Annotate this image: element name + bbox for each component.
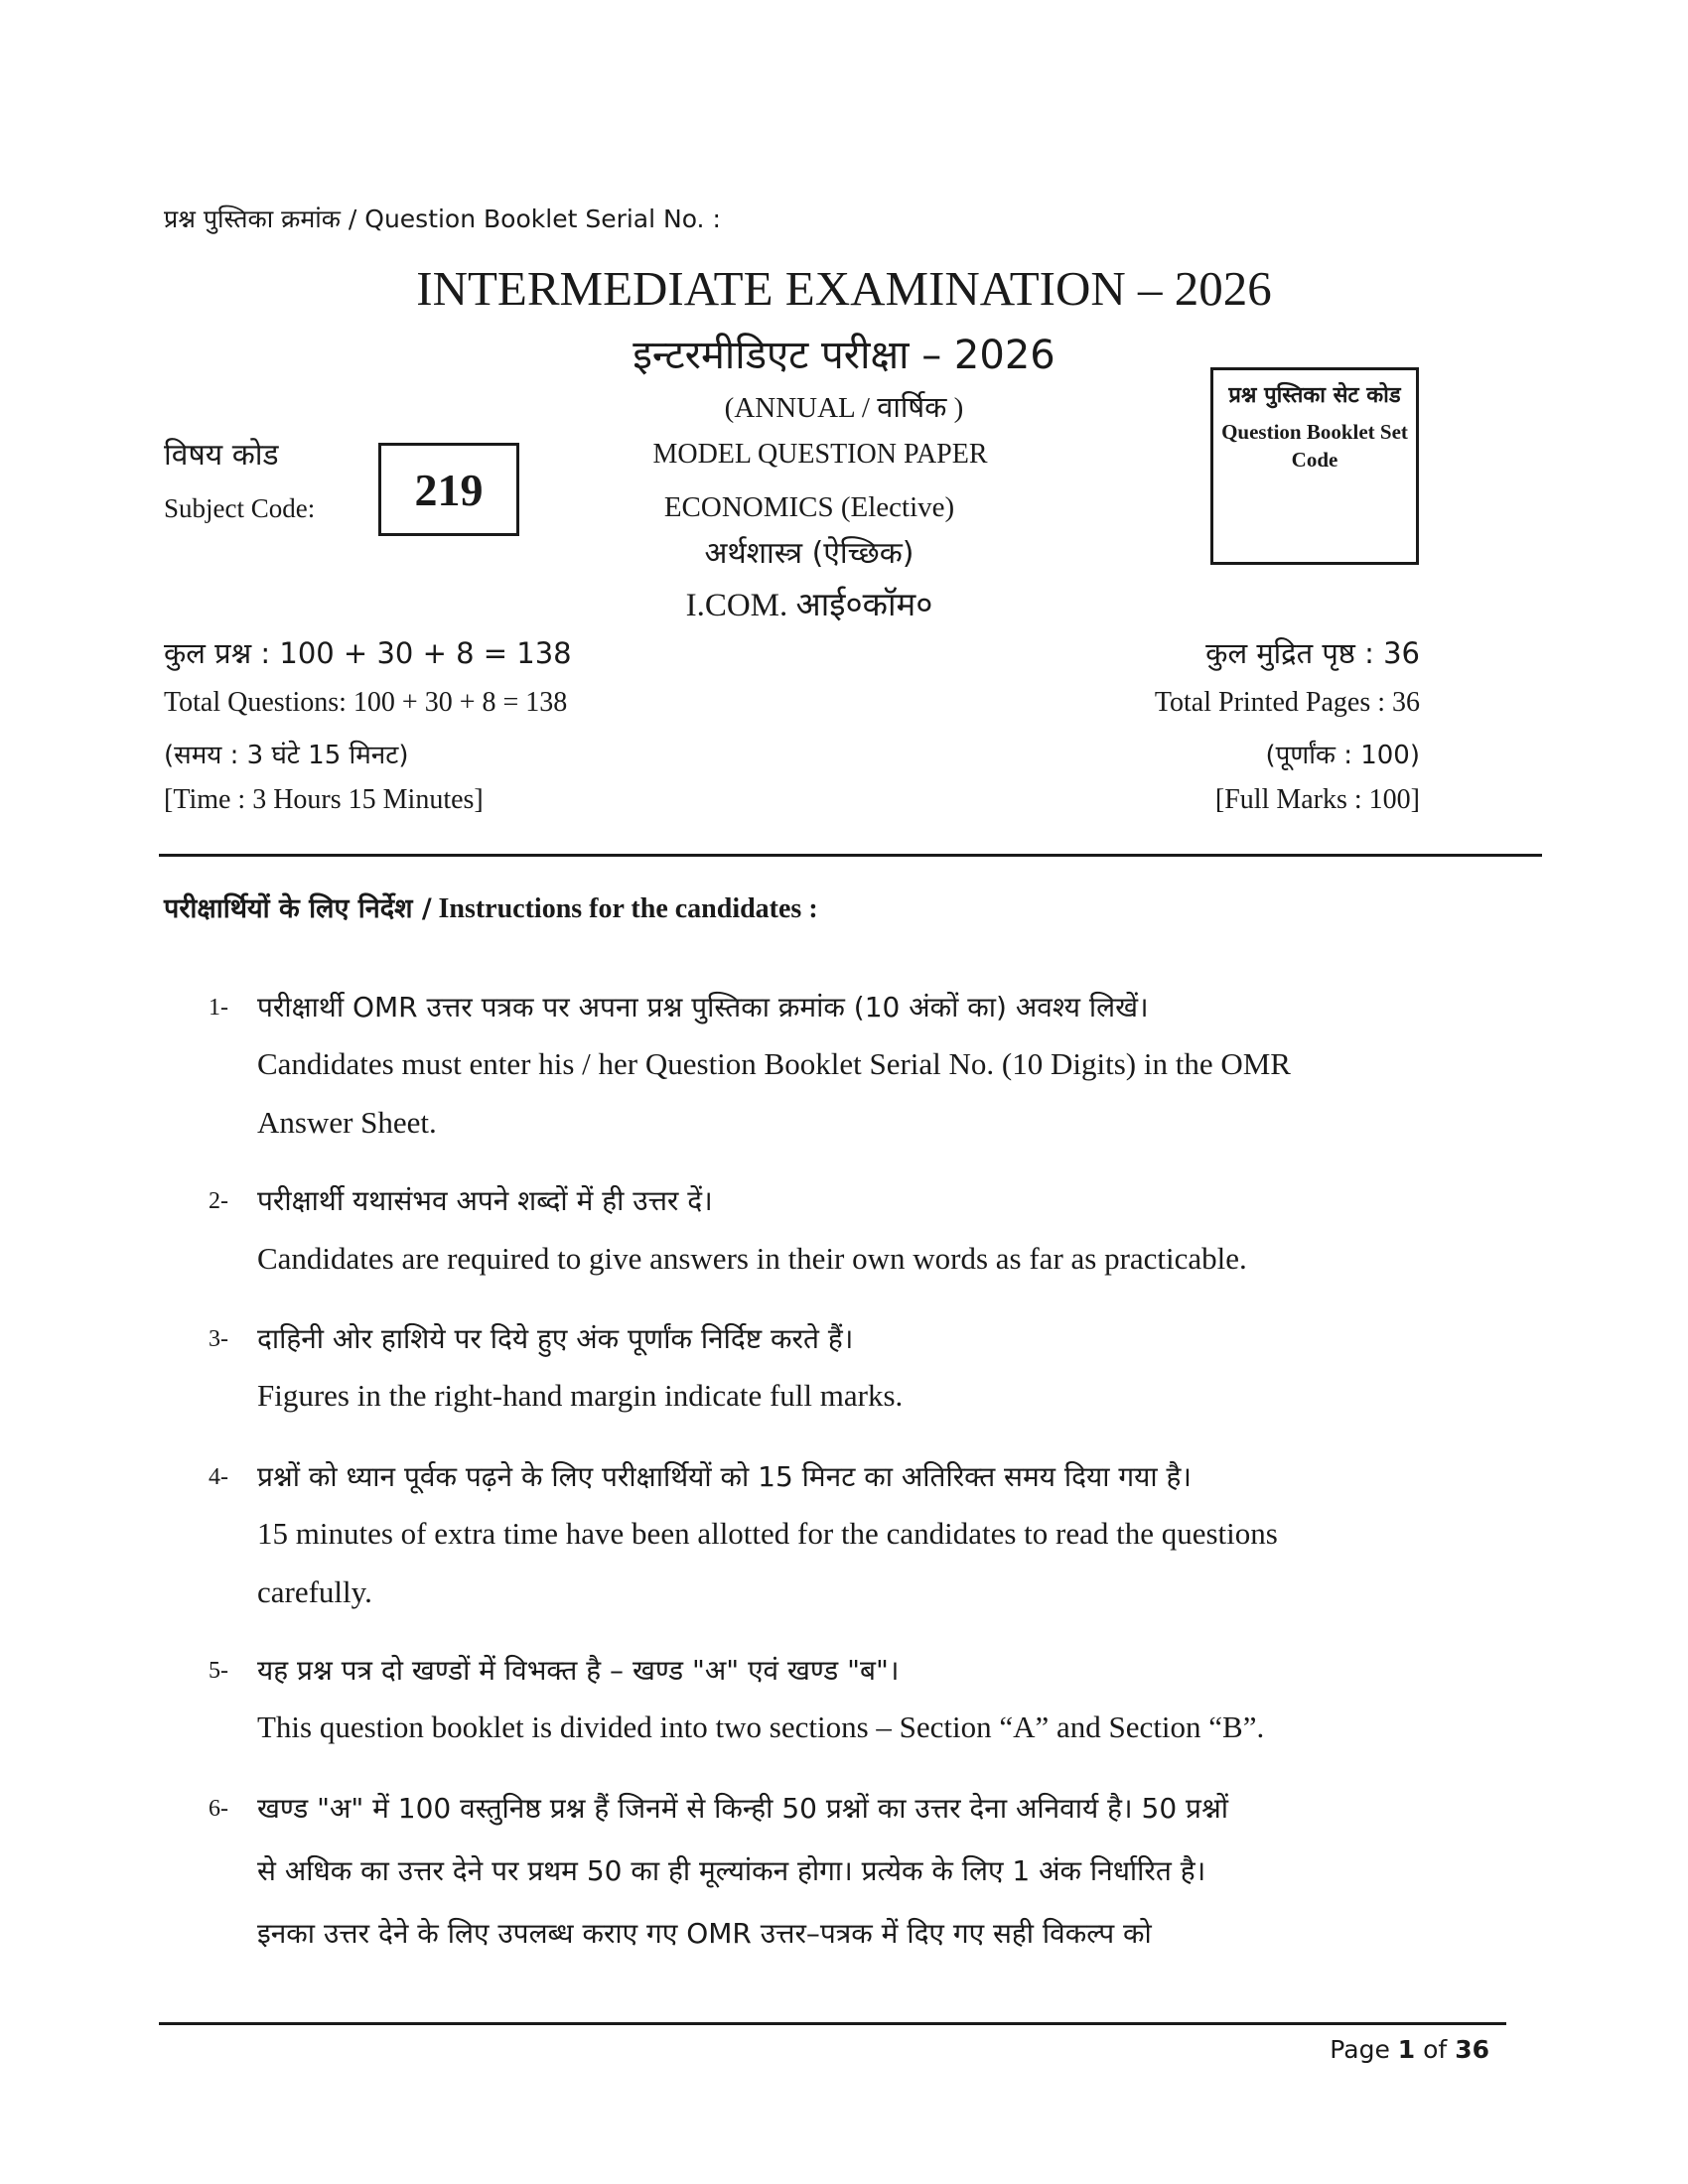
instruction-number: 5-: [209, 1658, 228, 1684]
page-word: Page: [1330, 2035, 1390, 2064]
instructions-heading-hindi: परीक्षार्थियों के लिए निर्देश /: [164, 893, 432, 924]
total-questions-english: Total Questions: 100 + 30 + 8 = 138: [164, 687, 568, 718]
time-hindi: (समय : 3 घंटे 15 मिनट): [164, 741, 409, 770]
instruction-line: से अधिक का उत्तर देने पर प्रथम 50 का ही मूल्यांकन होगा। प्रत्येक के लिए 1 अंक निर्धारित है।: [257, 1854, 1206, 1887]
instruction-line: Figures in the right-hand margin indicate full marks.: [257, 1378, 904, 1413]
subject-code-label-english: Subject Code:: [164, 493, 316, 523]
question-booklet-serial-label: प्रश्न पुस्तिका क्रमांक / Question Booklet Serial No. :: [164, 205, 721, 233]
subject-code-box: 219: [378, 443, 519, 536]
instruction-number: 3-: [209, 1326, 228, 1352]
footer-divider: [159, 2022, 1506, 2025]
full-marks-hindi: (पूर्णांक : 100): [1265, 741, 1420, 770]
instruction-line: परीक्षार्थी यथासंभव अपने शब्दों में ही उत्तर दें।: [257, 1184, 713, 1217]
instruction-line: Candidates must enter his / her Question Booklet Serial No. (10 Digits) in the OMR: [257, 1046, 1291, 1081]
set-code-label-english: Question Booklet Set Code: [1221, 420, 1408, 472]
current-page-number: 1: [1397, 2035, 1416, 2064]
booklet-set-code-box: [1210, 367, 1419, 565]
exam-type: (ANNUAL / वार्षिक ): [724, 392, 964, 424]
instruction-line: Candidates are required to give answers in their own words as far as practicable.: [257, 1241, 1247, 1276]
page-number-footer: [1330, 2035, 1489, 2064]
subject-name-english: ECONOMICS (Elective): [663, 491, 955, 523]
printed-pages-english: Total Printed Pages : 36: [1154, 687, 1420, 718]
instruction-line: 15 minutes of extra time have been allotted for the candidates to read the questions: [257, 1516, 1278, 1551]
instruction-line: This question booklet is divided into two sections – Section “A” and Section “B”.: [257, 1709, 1265, 1744]
of-word: of: [1423, 2035, 1448, 2064]
set-code-label-hindi: प्रश्न पुस्तिका सेट कोड: [1228, 383, 1401, 408]
instruction-number: 4-: [209, 1464, 228, 1490]
instruction-line: दाहिनी ओर हाशिये पर दिये हुए अंक पूर्णांक निर्दिष्ट करते हैं।: [257, 1322, 854, 1355]
full-marks-english: [Full Marks : 100]: [1214, 784, 1420, 815]
instruction-line: carefully.: [257, 1574, 372, 1609]
stream-label: I.COM. आई०कॉम०: [685, 588, 933, 623]
instructions-heading: [164, 888, 818, 925]
model-question-paper-label: MODEL QUESTION PAPER: [652, 439, 988, 470]
instruction-line: यह प्रश्न पत्र दो खण्डों में विभक्त है – खण्ड "अ" एवं खण्ड "ब"।: [257, 1654, 900, 1687]
total-questions-hindi: कुल प्रश्न : 100 + 30 + 8 = 138: [164, 636, 572, 670]
printed-pages-hindi: कुल मुद्रित पृष्ठ : 36: [1205, 636, 1420, 670]
instruction-number: 6-: [209, 1796, 228, 1822]
instruction-number: 1-: [209, 995, 228, 1021]
instruction-line: खण्ड "अ" में 100 वस्तुनिष्ठ प्रश्न हैं जिनमें से किन्ही 50 प्रश्नों का उत्तर देना अनिवार्य है। 50 प्रश्नों: [257, 1792, 1229, 1825]
subject-name-hindi: अर्थशास्त्र (ऐच्छिक): [704, 536, 914, 571]
instruction-line: Answer Sheet.: [257, 1105, 437, 1140]
time-english: [Time : 3 Hours 15 Minutes]: [164, 784, 484, 815]
instruction-line: प्रश्नों को ध्यान पूर्वक पढ़ने के लिए परीक्षार्थियों को 15 मिनट का अतिरिक्त समय दिया गया है।: [257, 1460, 1193, 1493]
instruction-line: इनका उत्तर देने के लिए उपलब्ध कराए गए OMR उत्तर–पत्रक में दिए गए सही विकल्प को: [257, 1917, 1152, 1950]
header-divider: [159, 854, 1542, 857]
instruction-line: परीक्षार्थी OMR उत्तर पत्रक पर अपना प्रश्न पुस्तिका क्रमांक (10 अंकों का) अवश्य लिखें।: [257, 991, 1149, 1024]
instructions-heading-english: Instructions for the candidates :: [438, 893, 818, 924]
exam-title-english: INTERMEDIATE EXAMINATION – 2026: [416, 261, 1272, 316]
total-page-number: 36: [1455, 2035, 1489, 2064]
subject-code-label-hindi: विषय कोड: [164, 438, 279, 473]
instruction-number: 2-: [209, 1188, 228, 1214]
exam-title-hindi: इन्टरमीडिएट परीक्षा – 2026: [633, 333, 1055, 378]
